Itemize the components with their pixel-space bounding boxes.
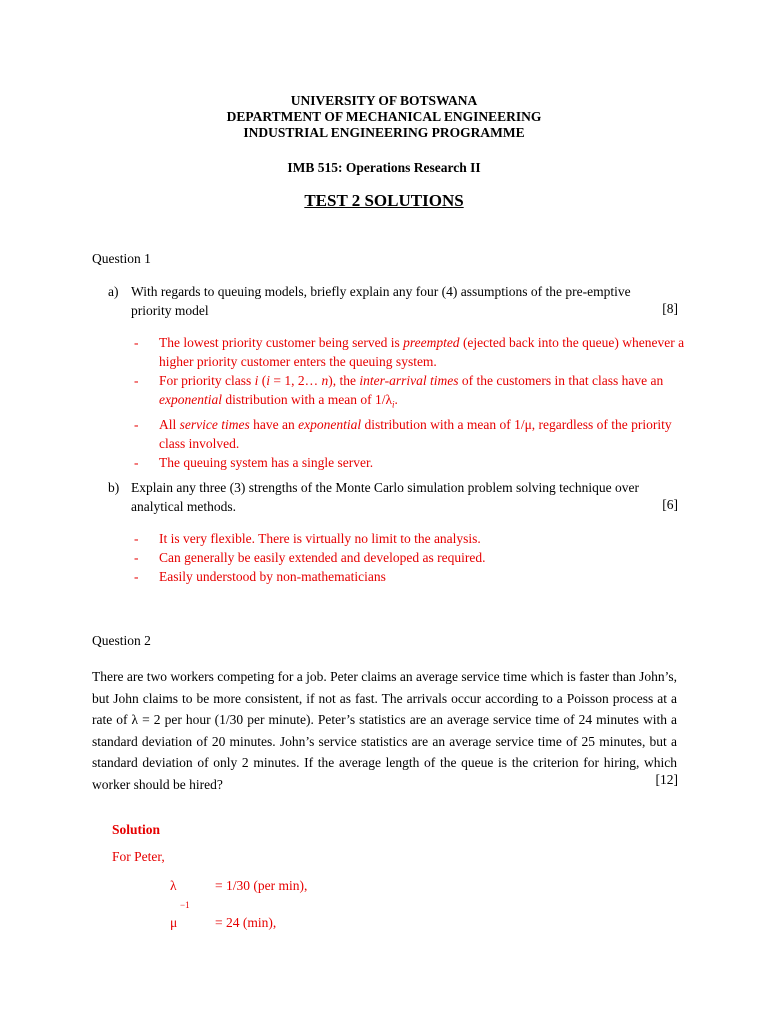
answer-a4: The queuing system has a single server. (159, 454, 374, 470)
part-b-text: Explain any three (3) strengths of the Monte Carlo simulation problem solving technique over analytical methods. (131, 480, 640, 514)
mu-value: = 24 (min), (215, 915, 277, 930)
question2-text (92, 666, 677, 795)
answer-b1: It is very flexible. There is virtually no limit to the analysis. (159, 531, 481, 546)
test-title: TEST 2 SOLUTIONS (304, 191, 464, 210)
question2-heading: Question 2 (92, 633, 151, 648)
part-a-label: a) (108, 284, 119, 299)
part-b-label: b) (108, 480, 120, 495)
lambda-value: = 1/30 (per min), (215, 878, 308, 893)
mu-superscript: −1 (180, 900, 190, 910)
answer-a1-prefix: The lowest priority customer being served is (159, 335, 404, 350)
answer-b2: Can generally be easily extended and developed as required. (159, 550, 486, 565)
list-item: - Easily understood by non-mathematicians (134, 569, 386, 584)
university-name: UNIVERSITY OF BOTSWANA (290, 93, 478, 108)
department-name: DEPARTMENT OF MECHANICAL ENGINEERING (226, 109, 542, 124)
answer-b3: Easily understood by non-mathematicians (159, 569, 386, 584)
programme-name: INDUSTRIAL ENGINEERING PROGRAMME (243, 125, 525, 140)
list-item: - For priority class i (i = 1, 2… n), the inter-arrival times of the customers in that class have an exponential distribution with a mean of $1/\lambda_i$. (134, 373, 664, 410)
list-item: - The lowest priority customer being served is preempted (ejected back into the queue) whenever a higher priority customer enters the queuing system. (134, 335, 685, 369)
question2-marks: [12] (655, 772, 678, 787)
for-peter-label: For Peter, (112, 849, 165, 864)
part-b-marks: [6] (662, 497, 678, 512)
part-a-answer-list (134, 333, 694, 472)
lambda-symbol: λ (170, 878, 177, 893)
solution-heading: Solution (112, 822, 161, 837)
list-item: - The queuing system has a single server. (134, 454, 374, 470)
part-b-answer-list (134, 529, 694, 586)
question1-heading: Question 1 (92, 251, 151, 266)
list-item: - Can generally be easily extended and developed as required. (134, 550, 486, 565)
list-item: - It is very flexible. There is virtually no limit to the analysis. (134, 531, 481, 546)
question2-body: There are two workers competing for a job. Peter claims an average service time which is faster than John’s, but John claims to be more consistent, if not as fast. The arrivals occur according to a Poisson process at a rate of λ = 2 per hour (1/30 per minute). Peter’s statistics are an average service time of 24 minutes with a standard deviation of 20 minutes. John’s service statistics are an average service time of 25 minutes, but a standard deviation of only 2 minutes. If the average length of the queue is the criterion for hiring, which worker should be hired? (92, 669, 677, 792)
mu-symbol: μ (170, 915, 178, 930)
part-a-text: With regards to queuing models, briefly explain any four (4) assumptions of the pre-emptive priority model (131, 284, 631, 318)
part-a-marks: [8] (662, 301, 678, 316)
list-item: - All service times have an exponential distribution with a mean of 1/μ, regardless of the priority class involved. (134, 416, 672, 451)
course-title: IMB 515: Operations Research II (287, 160, 481, 175)
